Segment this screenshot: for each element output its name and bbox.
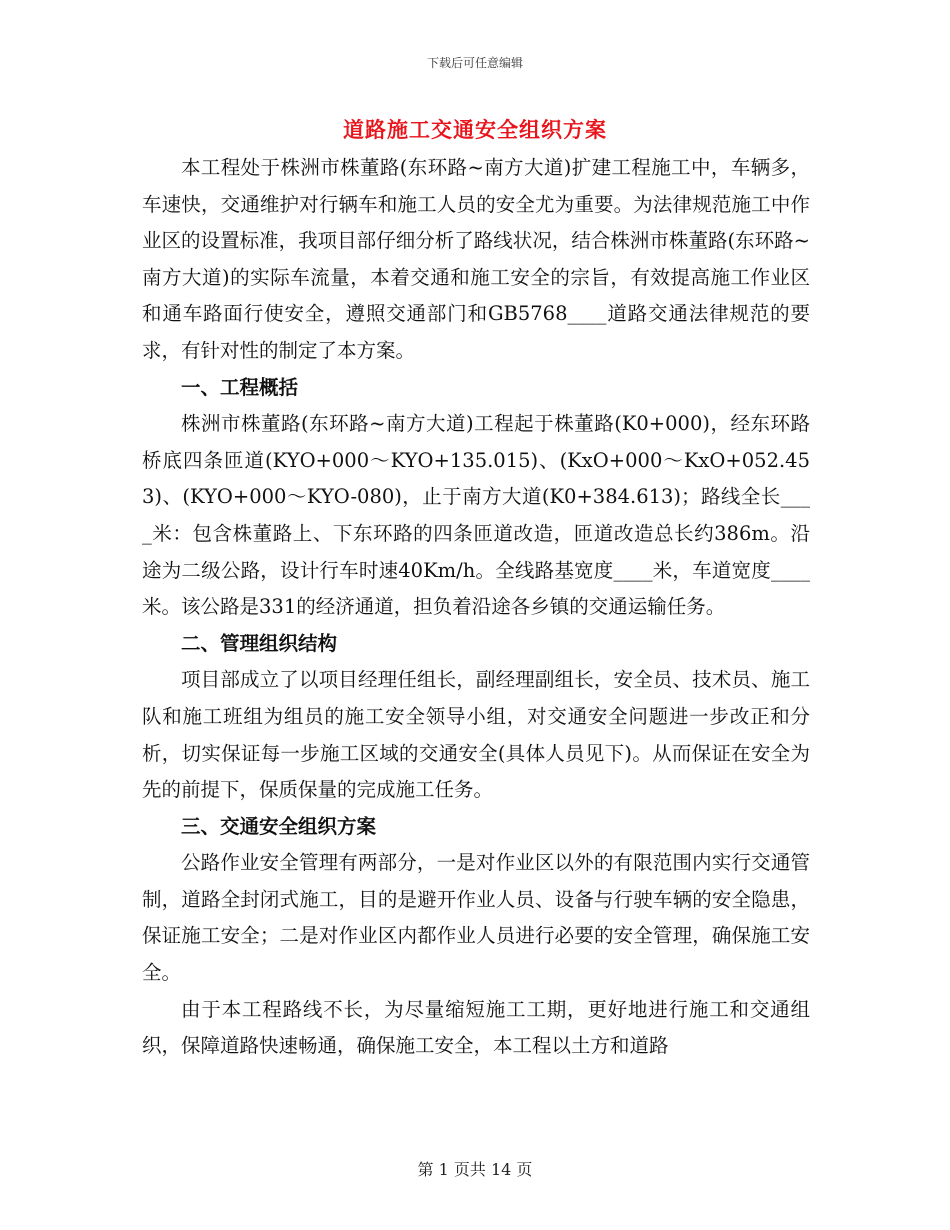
project-overview-paragraph: 株洲市株董路(东环路~南方大道)工程起于株董路(K0+000)，经东环路桥底四条匝道(KYO+000～KYO+135.015)、(KxO+000～KxO+052.453)、(KYO+000～KYO-080)，止于南方大道(K0+384.613)；路线全长____米：包含株董路上、下东环路的四条匝道改造，匝道改造总长约386m。沿途为二级公路，设计行车时速40Km/h。全线路基宽度____米，车道宽度____米。该公路是331的经济通道，担负着沿途各乡镇的交通运输任务。 xyxy=(142,412,810,619)
management-structure-paragraph: 项目部成立了以项目经理任组长，副经理副组长，安全员、技术员、施工队和施工班组为组员的施工安全领导小组，对交通安全问题进一步改正和分析，切实保证每一步施工区域的交通安全(具体人员见下)。从而保证在安全为先的前提下，保质保量的完成施工任务。 xyxy=(142,668,810,802)
section-heading-management-structure: 二、管理组织结构 xyxy=(181,631,338,655)
document-body xyxy=(142,150,810,1065)
page-footer: 第 1 页共 14 页 xyxy=(417,1160,533,1179)
section-heading-traffic-safety-plan: 三、交通安全组织方案 xyxy=(181,814,377,838)
header-note: 下载后可任意编辑 xyxy=(426,56,523,70)
document-title: 道路施工交通安全组织方案 xyxy=(343,117,607,142)
traffic-safety-paragraph-1: 公路作业安全管理有两部分，一是对作业区以外的有限范围内实行交通管制，道路全封闭式施工，目的是避开作业人员、设备与行驶车辆的安全隐患，保证施工安全；二是对作业区内都作业人员进行必要的安全管理，确保施工安全。 xyxy=(142,851,810,985)
traffic-safety-paragraph-2: 由于本工程路线不长，为尽量缩短施工工期，更好地进行施工和交通组织，保障道路快速畅通，确保施工安全，本工程以土方和道路 xyxy=(142,997,810,1058)
intro-paragraph: 本工程处于株洲市株董路(东环路~南方大道)扩建工程施工中，车辆多，车速快，交通维护对行辆车和施工人员的安全尤为重要。为法律规范施工中作业区的设置标准，我项目部仔细分析了路线状况，结合株洲市株董路(东环路~南方大道)的实际车流量，本着交通和施工安全的宗旨，有效提高施工作业区和通车路面行使安全，遵照交通部门和GB5768____道路交通法律规范的要求，有针对性的制定了本方案。 xyxy=(142,156,810,362)
section-heading-project-overview: 一、工程概括 xyxy=(181,375,299,399)
